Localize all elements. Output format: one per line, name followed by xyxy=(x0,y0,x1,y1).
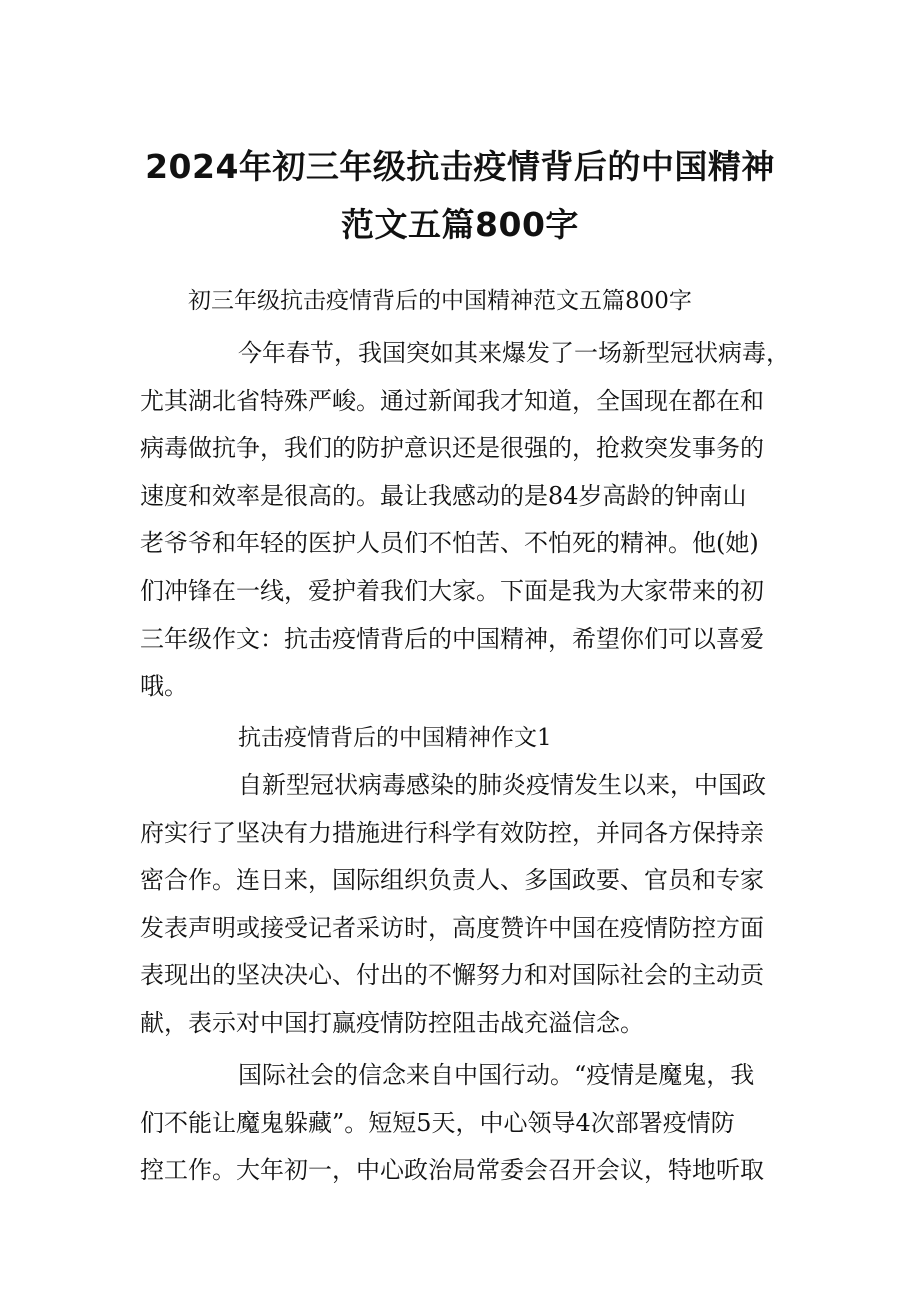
text-line: 哦。 xyxy=(140,672,188,701)
text-line: 老爷爷和年轻的医护人员们不怕苦、不怕死的精神。他(她) xyxy=(140,529,759,558)
document-subtitle: 初三年级抗击疫情背后的中国精神范文五篇800字 xyxy=(188,288,692,314)
text-line: 表现出的坚决决心、付出的不懈努力和对国际社会的主动贡 xyxy=(140,961,764,990)
paragraph-1 xyxy=(140,762,782,1048)
paragraph-2 xyxy=(140,1052,782,1195)
text-line: 府实行了坚决有力措施进行科学有效防控，并同各方保持亲 xyxy=(140,818,764,847)
text-line: 国际社会的信念来自中国行动。“疫情是魔鬼，我 xyxy=(238,1061,755,1089)
text-line: 自新型冠状病毒感染的肺炎疫情发生以来，中国政 xyxy=(238,771,766,799)
text-line: 尤其湖北省特殊严峻。通过新闻我才知道，全国现在都在和 xyxy=(140,386,764,415)
title-line-1: 2024年初三年级抗击疫情背后的中国精神 xyxy=(145,147,775,186)
text-line: 病毒做抗争，我们的防护意识还是很强的，抢救突发事务的 xyxy=(140,434,764,463)
text-line: 发表声明或接受记者采访时，高度赞许中国在疫情防控方面 xyxy=(140,913,764,942)
text-line: 三年级作文：抗击疫情背后的中国精神，希望你们可以喜爱 xyxy=(140,624,764,653)
text-line: 们冲锋在一线，爱护着我们大家。下面是我为大家带来的初 xyxy=(140,576,764,605)
text-line: 今年春节，我国突如其来爆发了一场新型冠状病毒， xyxy=(238,339,790,367)
text-line: 献，表示对中国打赢疫情防控阻击战充溢信念。 xyxy=(140,1008,644,1037)
document-title xyxy=(110,138,810,254)
intro-paragraph xyxy=(140,330,790,711)
text-line: 控工作。大年初一，中心政治局常委会召开会议，特地听取 xyxy=(140,1156,764,1185)
section-heading: 抗击疫情背后的中国精神作文1 xyxy=(238,725,552,751)
text-line: 们不能让魔鬼躲藏”。短短5天，中心领导4次部署疫情防 xyxy=(140,1108,735,1137)
text-line: 密合作。连日来，国际组织负责人、多国政要、官员和专家 xyxy=(140,866,764,895)
text-line: 速度和效率是很高的。最让我感动的是84岁高龄的钟南山 xyxy=(140,481,747,510)
title-line-2: 范文五篇800字 xyxy=(341,205,579,244)
